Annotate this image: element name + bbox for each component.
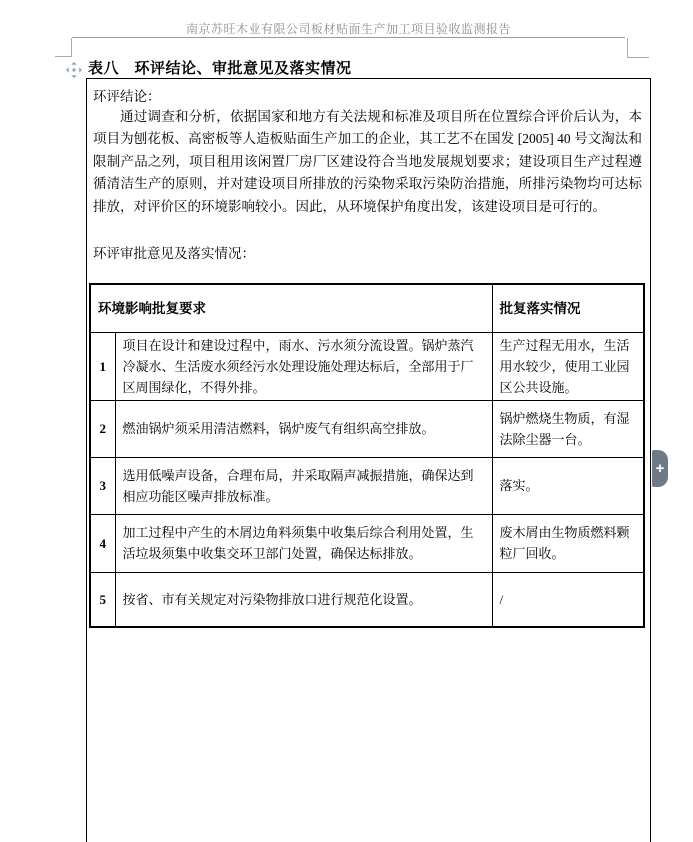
requirement-cell: 按省、市有关规定对污染物排放口进行规范化设置。 [115,572,492,627]
header-requirement: 环境影响批复要求 [90,284,492,332]
approval-table [89,283,645,628]
implementation-cell: 落实。 [492,457,644,514]
row-number-cell: 2 [90,400,115,457]
conclusion-label: 环评结论： [93,89,161,104]
table-move-handle-icon[interactable] [66,62,82,78]
side-pull-tab[interactable] [652,450,668,487]
row-number-cell: 4 [90,514,115,572]
requirement-cell: 项目在设计和建设过程中，雨水、污水须分流设置。锅炉蒸汽冷凝水、生活废水须经污水处理设施处理达标后，全部用于厂区周围绿化，不得外排。 [115,332,492,400]
plus-icon: + [655,460,665,477]
row-number-cell: 3 [90,457,115,514]
implementation-cell: / [492,572,644,627]
crop-mark-left [55,56,72,57]
implementation-cell: 生产过程无用水，生活用水较少，使用工业园区公共设施。 [492,332,644,400]
requirement-cell: 加工过程中产生的木屑边角料须集中收集后综合利用处置，生活垃圾须集中收集交环卫部门处置，确保达标排放。 [115,514,492,572]
table-row [90,572,644,627]
requirement-cell: 选用低噪声设备，合理布局，并采取隔声减振措施，确保达到相应功能区噪声排放标准。 [115,457,492,514]
document-header: 南京苏旺木业有限公司板材贴面生产加工项目验收监测报告 [185,22,511,36]
table-row [90,457,644,514]
crop-mark-right [627,57,649,58]
row-number-cell: 5 [90,572,115,627]
row-number-cell: 1 [90,332,115,400]
implementation-cell: 锅炉燃烧生物质，有湿法除尘器一台。 [492,400,644,457]
header-underline [72,37,625,38]
crop-mark-left [71,38,72,57]
table-header-row [90,284,644,332]
requirement-cell: 燃油锅炉须采用清洁燃料，锅炉废气有组织高空排放。 [115,400,492,457]
table-row [90,400,644,457]
approval-label: 环评审批意见及落实情况： [93,246,255,261]
section-title: 表八 环评结论、审批意见及落实情况 [88,60,352,77]
table-row [90,332,644,400]
crop-mark-right [627,38,628,58]
table-row [90,514,644,572]
conclusion-paragraph: 通过调查和分析，依据国家和地方有关法规和标准及项目所在位置综合评价后认为，本项目为刨花板、高密板等人造板贴面生产加工的企业，其工艺不在国发 [2005] 40 号文淘汰和限制产品之列，项目租用该闲置厂房厂区建设符合当地发展规划要求；建设项目生产过程遵循清洁生产的原则，并对建设项目所排放的污染物采取污染防治措施，所排污染物均可达标排放，对评价区的环境影响较小。因此，从环境保护角度出发，该建设项目是可行的。 [93,109,642,214]
header-implementation: 批复落实情况 [492,284,644,332]
implementation-cell: 废木屑由生物质燃料颗粒厂回收。 [492,514,644,572]
